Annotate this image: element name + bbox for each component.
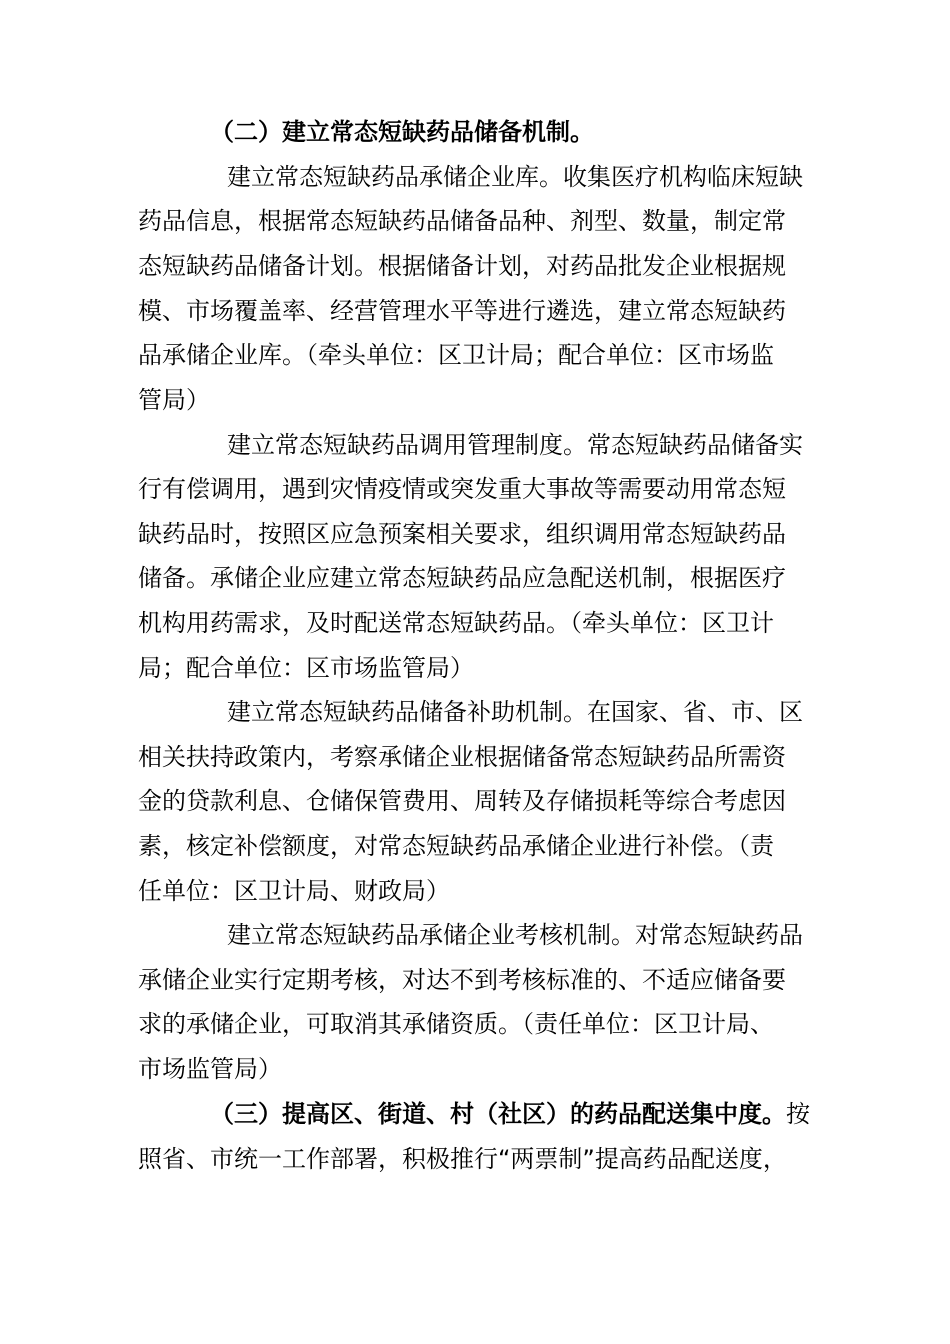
paragraph-line: 模、市场覆盖率、经营管理水平等进行遴选，建立常态短缺药: [138, 297, 786, 325]
paragraph-line: 建立常态短缺药品承储企业考核机制。对常态短缺药品: [227, 921, 803, 949]
paragraph-line: 求的承储企业，可取消其承储资质。（责任单位：区卫计局、: [138, 1010, 774, 1038]
paragraph-line: 储备。承储企业应建立常态短缺药品应急配送机制，根据医疗: [138, 564, 786, 592]
paragraph-line: 态短缺药品储备计划。根据储备计划，对药品批发企业根据规: [138, 252, 786, 280]
section-heading-3: （三）提高区、街道、村（社区）的药品配送集中度。: [210, 1100, 786, 1128]
paragraph-line: 建立常态短缺药品储备补助机制。在国家、省、市、区: [227, 698, 803, 726]
section-heading-3-tail: 按: [786, 1100, 810, 1128]
paragraph-line: 机构用药需求，及时配送常态短缺药品。（牵头单位：区卫计: [138, 609, 774, 637]
paragraph-line: 素，核定补偿额度，对常态短缺药品承储企业进行补偿。（责: [138, 832, 774, 860]
paragraph-line: 任单位：区卫计局、财政局）: [138, 877, 450, 905]
paragraph-line: 管局）: [138, 386, 210, 414]
paragraph-line: 品承储企业库。（牵头单位：区卫计局；配合单位：区市场监: [138, 341, 774, 369]
paragraph-line: 照省、市统一工作部署，积极推行“两票制”提高药品配送度，: [138, 1145, 787, 1173]
paragraph-line: 行有偿调用，遇到灾情疫情或突发重大事故等需要动用常态短: [138, 475, 786, 503]
paragraph-line: 建立常态短缺药品调用管理制度。常态短缺药品储备实: [227, 431, 803, 459]
paragraph-line: 缺药品时，按照区应急预案相关要求，组织调用常态短缺药品: [138, 520, 786, 548]
section-heading-2: （二）建立常态短缺药品储备机制。: [210, 118, 594, 146]
paragraph-line: 局；配合单位：区市场监管局）: [138, 654, 474, 682]
paragraph-line: 市场监管局）: [138, 1055, 282, 1083]
paragraph-line: 建立常态短缺药品承储企业库。收集医疗机构临床短缺: [227, 163, 803, 191]
section-heading-3-line: [210, 1100, 810, 1128]
paragraph-line: 相关扶持政策内，考察承储企业根据储备常态短缺药品所需资: [138, 743, 786, 771]
paragraph-line: 承储企业实行定期考核，对达不到考核标准的、不适应储备要: [138, 966, 786, 994]
paragraph-line: 金的贷款利息、仓储保管费用、周转及存储损耗等综合考虑因: [138, 787, 786, 815]
paragraph-line: 药品信息，根据常态短缺药品储备品种、剂型、数量，制定常: [138, 207, 786, 235]
